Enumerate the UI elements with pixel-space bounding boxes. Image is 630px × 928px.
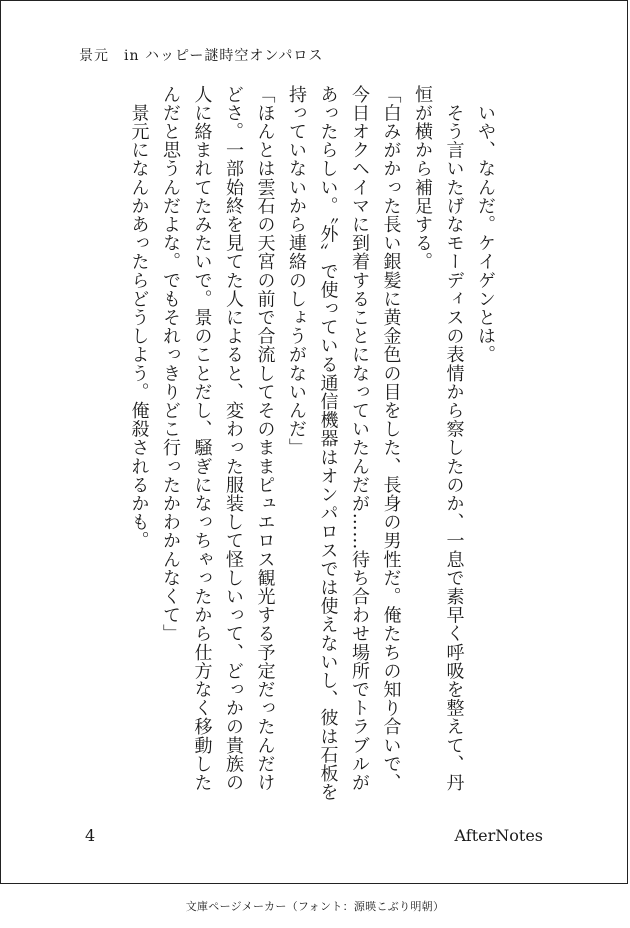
credit-line: 文庫ページメーカー（フォント：源暎こぶり明朝） xyxy=(185,900,445,913)
paragraph: そう言いたげなモーディスの表情から察したのか、一息で素早く呼吸を整えて、丹恒が横から補足する。 xyxy=(412,85,465,792)
paragraph: 景元になんかあったらどうしよう。俺殺されるかも。 xyxy=(128,85,150,550)
paragraph: 「ほんとは雲石の天宮の前で合流してそのままピュエロス観光する予定だったんだけどさ。一部始終を見てた人によると、変わった服装して怪しいって、どっかの貴族の人に絡まれてたみたいで。景のことだし、騒ぎになっちゃったから仕方なく移動したんだと思うんだよな。でもそれっきりどこ行ったかわかんなくて」 xyxy=(160,85,276,792)
page-number: 4 xyxy=(85,826,96,845)
running-header: 景元 in ハッピー謎時空オンパロス xyxy=(79,48,324,64)
paragraph: いや、なんだ。ケイゲンとは。 xyxy=(475,85,496,364)
book-title: AfterNotes xyxy=(454,826,543,845)
paragraph: 「白みがかった長い銀髪に黄金色の目をした、長身の男性だ。俺たちの知り合いで、今日オクヘイマに到着することになっていたんだが……待ち合わせ場所でトラブルがあったらしい。〝外〟で使っている通信機器はオンパロスでは使えないし、彼は石板を持っていないから連絡のしょうがないんだ」 xyxy=(286,85,402,802)
body-text xyxy=(71,85,501,805)
